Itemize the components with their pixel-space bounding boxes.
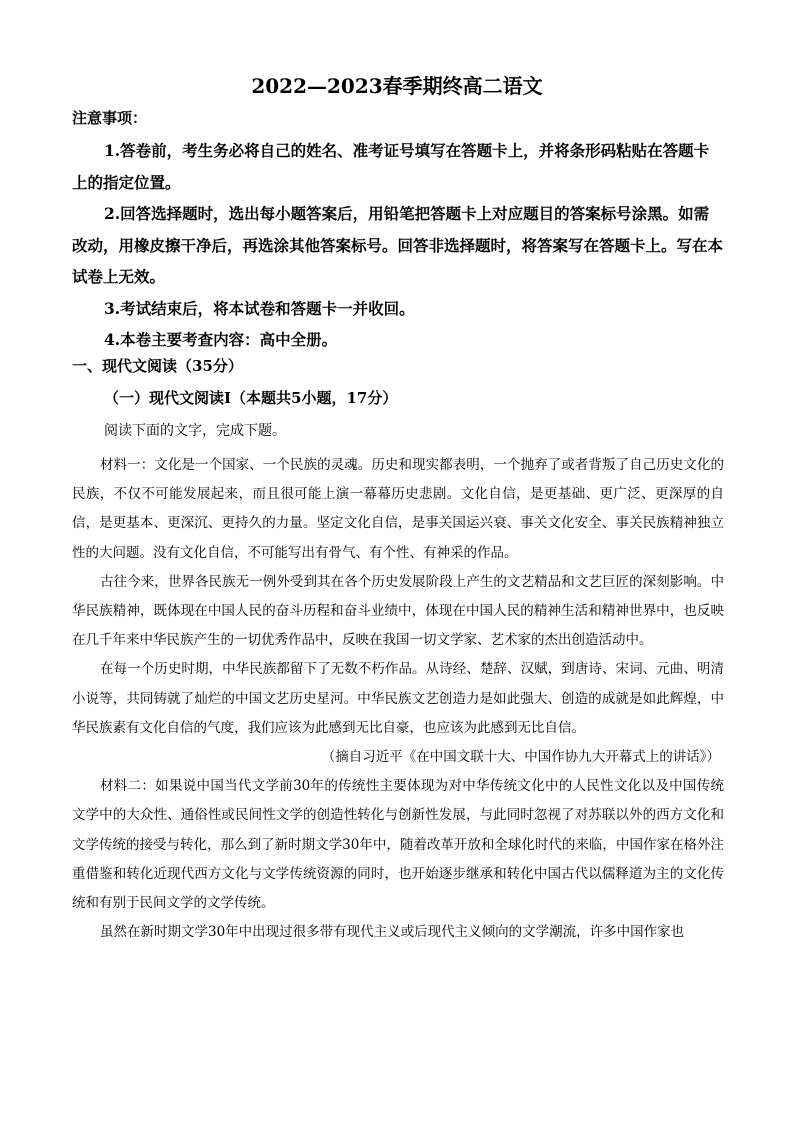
page-title: 2022—2023春季期终高二语文 bbox=[251, 74, 543, 98]
subsection-heading: （一）现代文阅读Ⅰ（本题共5小题，17分） bbox=[104, 389, 398, 407]
notice-item-3: 3.考试结束后，将本试卷和答题卡一并收回。 bbox=[104, 298, 415, 318]
reading-instruction: 阅读下面的文字，完成下题。 bbox=[104, 423, 286, 439]
passage-paragraph-4: 材料二：如果说中国当代文学前30年的传统性主要体现为对中华传统文化中的人民性文化以及中国传统文学中的大众性、通俗性或民间性文学的创造性转化与创新性发展，与此同时忽视了对苏联以外的西方文化和文学传统的接受与转化，那么到了新时期文学30年中，随着改革开放和全球化时代的来临，中国作家在格外注重借鉴和转化近现代西方文化与文学传统资源的同时，也开始逐步继承和转化中国古代以儒释道为主的文化传统和有别于民间文学的文学传统。 bbox=[72, 778, 724, 912]
section-heading: 一、现代文阅读（35分） bbox=[72, 357, 243, 375]
passage-paragraph-5: 虽然在新时期文学30年中出现过很多带有现代主义或后现代主义倾向的文学潮流，许多中国作家也 bbox=[100, 924, 685, 941]
passage-paragraph-3: 在每一个历史时期，中华民族都留下了无数不朽作品。从诗经、楚辞、汉赋，到唐诗、宋词、元曲、明清小说等，共同铸就了灿烂的中国文艺历史星河。中华民族文艺创造力是如此强大、创造的成就是如此辉煌，中华民族素有文化自信的气度，我们应该为此感到无比自豪，也应该为此感到无比自信。 bbox=[72, 661, 724, 736]
notice-heading: 注意事项： bbox=[72, 109, 148, 127]
source-citation: （摘自习近平《在中国文联十大、中国作协九大开幕式上的讲话》） bbox=[321, 749, 720, 766]
passage-paragraph-2: 古往今来，世界各民族无一例外受到其在各个历史发展阶段上产生的文艺精品和文艺巨匠的深刻影响。中华民族精神，既体现在中国人民的奋斗历程和奋斗业绩中，体现在中国人民的精神生活和精神世界中，也反映在几千年来中华民族产生的一切优秀作品中，反映在我国一切文学家、艺术家的杰出创造活动中。 bbox=[72, 573, 724, 649]
notice-item-4: 4.本卷主要考查内容：高中全册。 bbox=[104, 330, 338, 349]
notice-item-1: 1.答卷前，考生务必将自己的姓名、准考证号填写在答题卡上，并将条形码粘贴在答题卡上的指定位置。 bbox=[72, 141, 710, 192]
notice-item-2: 2.回答选择题时，选出每小题答案后，用铅笔把答题卡上对应题目的答案标号涂黑。如需改动，用橡皮擦干净后，再选涂其他答案标号。回答非选择题时，将答案写在答题卡上。写在本试卷上无效。 bbox=[72, 204, 724, 286]
reading-passage bbox=[72, 451, 724, 947]
notice-list bbox=[72, 135, 724, 356]
passage-paragraph-1: 材料一：文化是一个国家、一个民族的灵魂。历史和现实都表明，一个抛弃了或者背叛了自己历史文化的民族，不仅不可能发展起来，而且很可能上演一幕幕历史悲剧。文化自信，是更基础、更广泛、更深厚的自信，是更基本、更深沉、更持久的力量。坚定文化自信，是事关国运兴衰、事关文化安全、事关民族精神独立性的大问题。没有文化自信，不可能写出有骨气、有个性、有神采的作品。 bbox=[72, 457, 724, 561]
